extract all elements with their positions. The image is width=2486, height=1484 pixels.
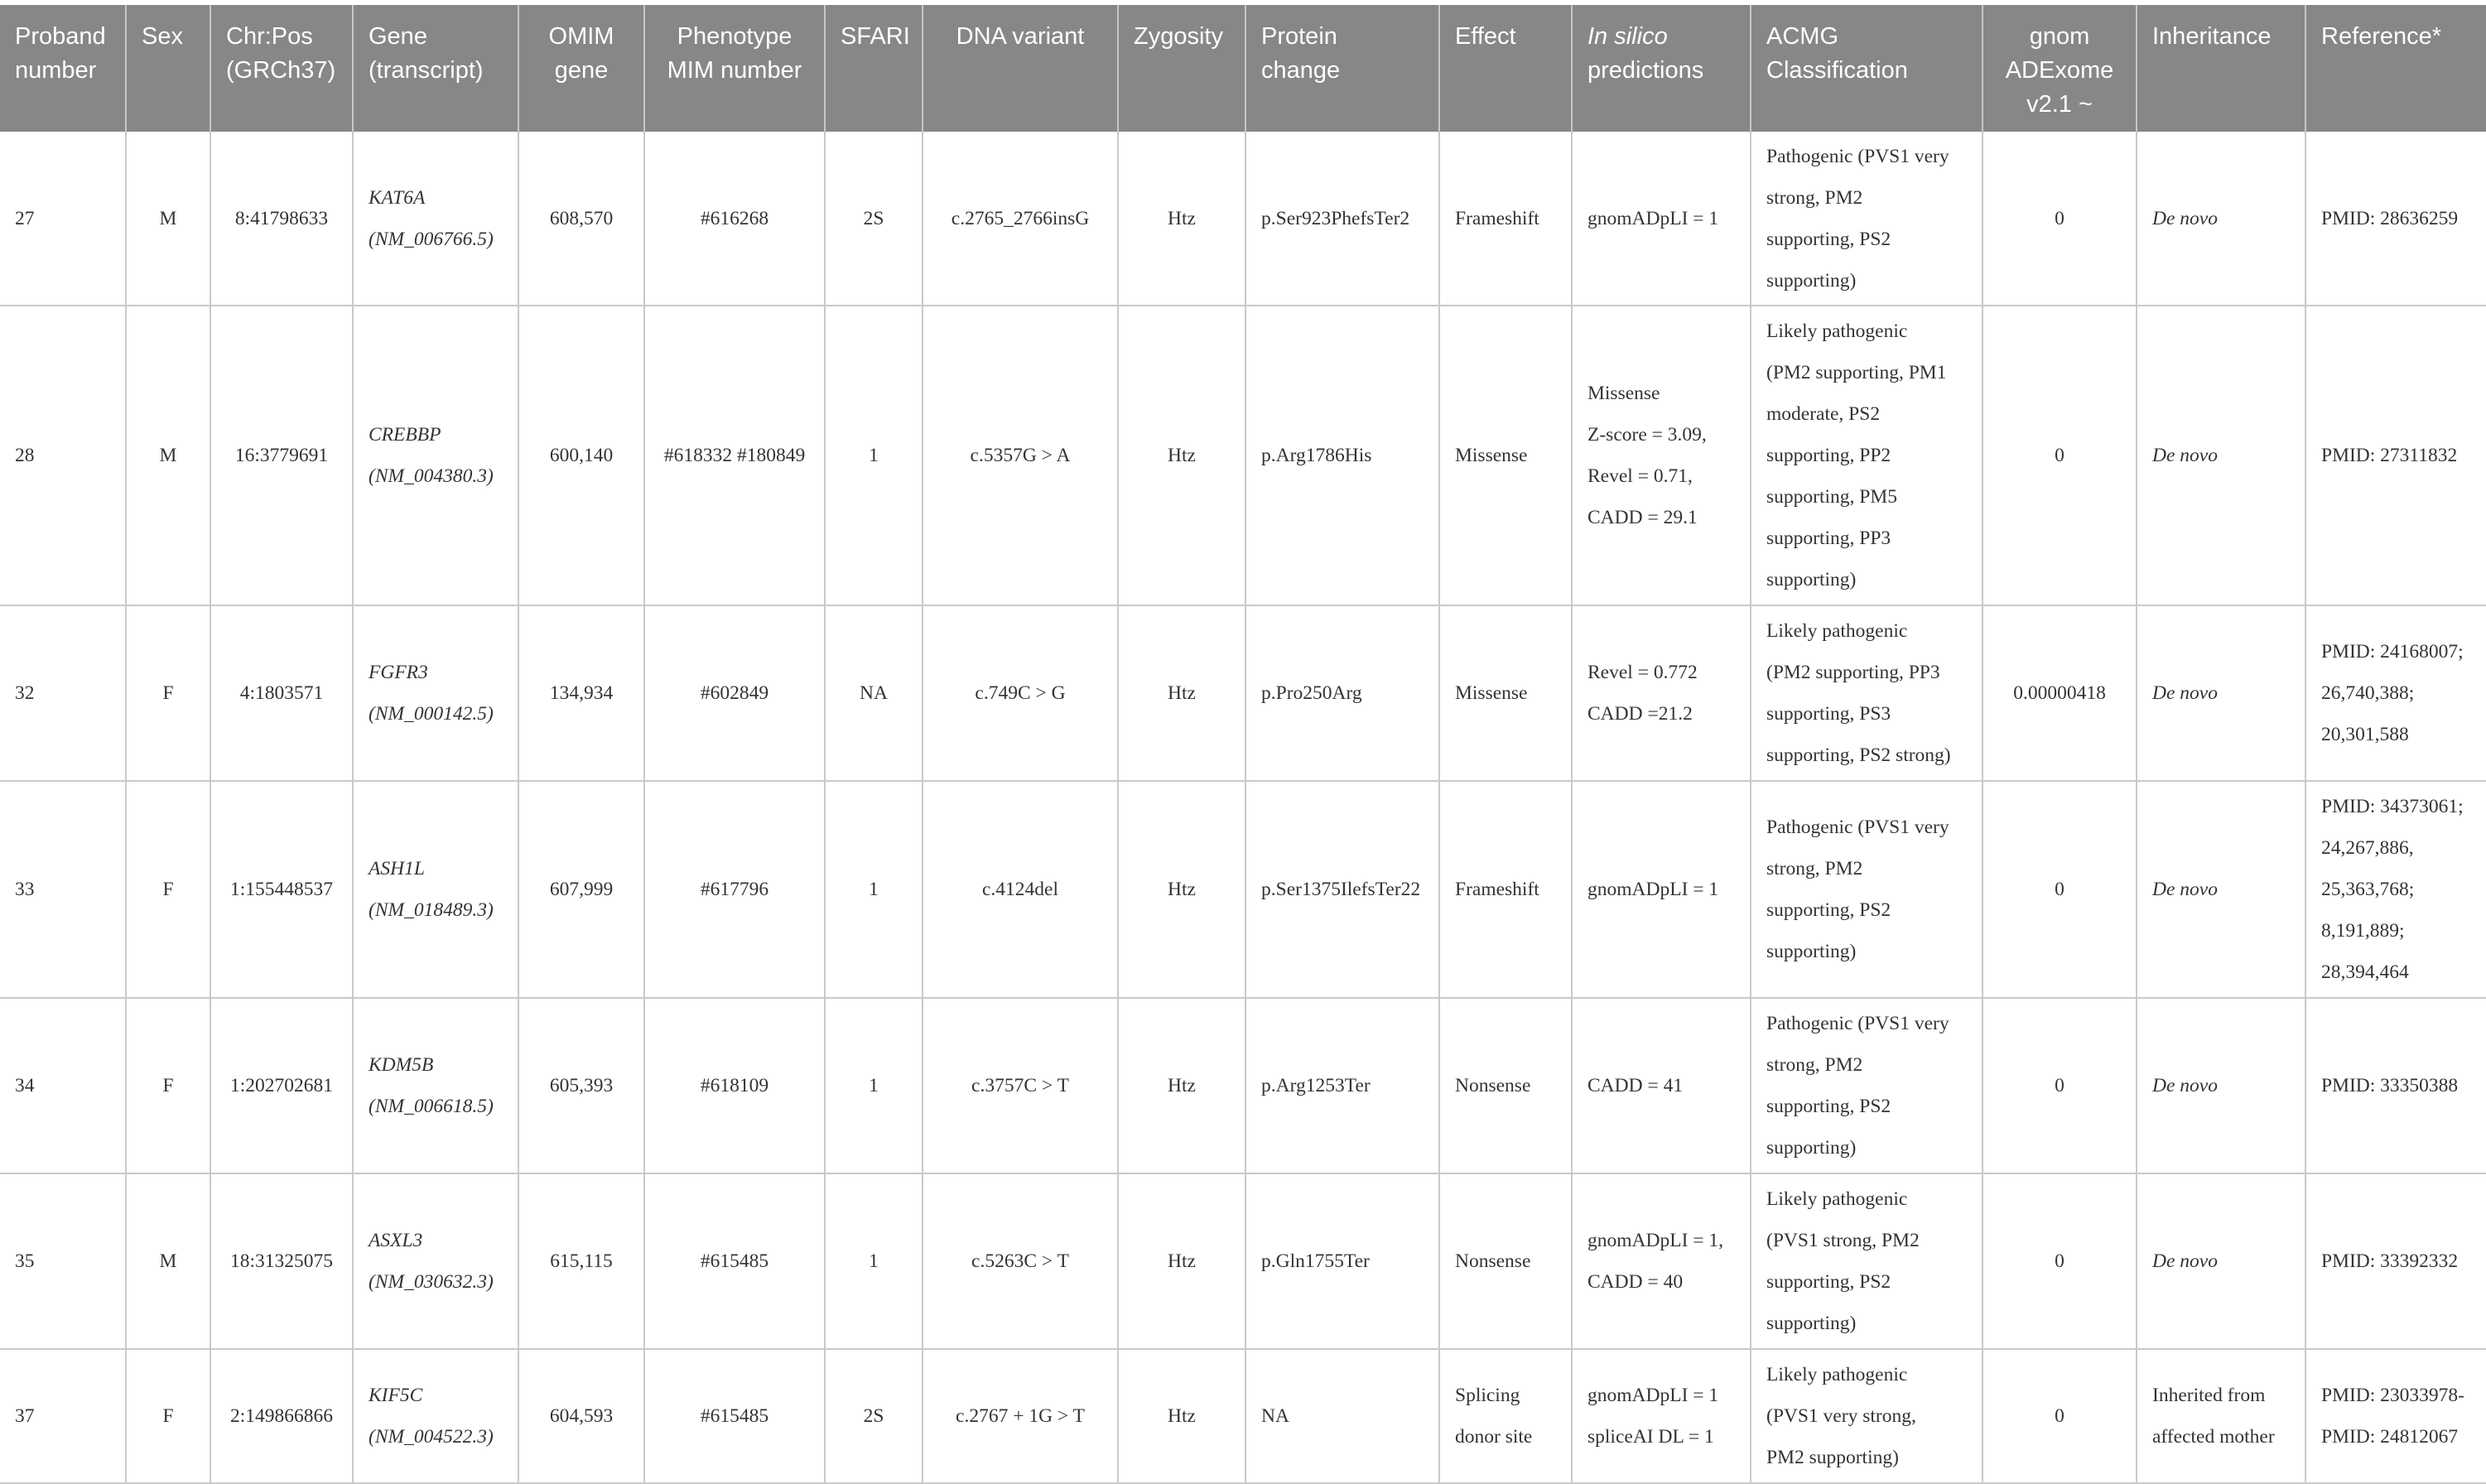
inheritance-cell-line: De novo [2152,1250,2218,1272]
header-reference: Reference* [2305,5,2486,132]
reference-cell [2305,781,2486,998]
reference-cell [2305,1173,2486,1349]
acmg-cell-line: strong, PM2 [1766,1054,1863,1076]
acmg-cell [1751,781,1983,998]
table-row [0,1173,2486,1349]
gene-transcript: (NM_004522.3) [369,1426,494,1448]
reference-cell-line: PMID: 23033978- [2321,1385,2464,1406]
proband-number-cell: 34 [0,998,126,1173]
omim-gene-cell: 608,570 [518,132,644,306]
zygosity-cell: Htz [1118,1173,1245,1349]
in-silico-cell-line: gnomADpLI = 1, [1587,1230,1724,1251]
header-zygosity: Zygosity [1118,5,1245,132]
proband-number-cell: 33 [0,781,126,998]
reference-cell [2305,605,2486,781]
sfari-cell: 1 [825,306,923,605]
gene-symbol: KDM5B [369,1054,434,1076]
gene-symbol: ASXL3 [369,1230,423,1251]
gene-cell [353,1173,518,1349]
reference-cell-line: 26,740,388; [2321,682,2415,704]
acmg-cell-line: supporting) [1766,1313,1857,1334]
gene-cell [353,306,518,605]
variants-table [0,5,2486,1484]
effect-cell-line: donor site [1455,1426,1533,1448]
omim-gene-cell: 134,934 [518,605,644,781]
omim-gene-cell: 600,140 [518,306,644,605]
acmg-cell-line: (PVS1 very strong, [1766,1405,1916,1427]
in-silico-cell [1572,132,1751,306]
header-sfari: SFARI [825,5,923,132]
acmg-cell-line: supporting) [1766,941,1857,962]
gene-transcript: (NM_006618.5) [369,1096,494,1117]
inheritance-cell [2137,306,2305,605]
acmg-cell-line: supporting, PS2 strong) [1766,744,1951,766]
in-silico-cell-line: CADD = 40 [1587,1271,1684,1293]
in-silico-cell-line: Missense [1587,383,1660,404]
in-silico-cell-line: CADD = 29.1 [1587,507,1698,528]
gnomad-cell: 0 [1983,998,2137,1173]
gene-symbol: KAT6A [369,186,426,209]
acmg-cell-line: PM2 supporting) [1766,1447,1899,1468]
sex-cell: F [126,998,210,1173]
acmg-cell-line: supporting, PS2 [1766,899,1891,921]
chr-pos-cell: 1:202702681 [210,998,353,1173]
effect-cell [1439,306,1572,605]
acmg-cell-line: Pathogenic (PVS1 very [1766,145,1949,167]
phenotype-mim-cell: #602849 [644,605,825,781]
header-gene: Gene (transcript) [353,5,518,132]
sex-cell: F [126,605,210,781]
zygosity-cell: Htz [1118,605,1245,781]
effect-cell [1439,781,1572,998]
zygosity-cell: Htz [1118,781,1245,998]
proband-number-cell: 28 [0,306,126,605]
in-silico-cell-line: Revel = 0.71, [1587,465,1693,487]
acmg-cell [1751,998,1983,1173]
effect-cell-line: Nonsense [1455,1075,1531,1096]
in-silico-cell-line: gnomADpLI = 1 [1587,1385,1719,1406]
in-silico-cell-line: spliceAI DL = 1 [1587,1426,1714,1448]
chr-pos-cell: 18:31325075 [210,1173,353,1349]
in-silico-cell [1572,1349,1751,1483]
in-silico-cell-line: Revel = 0.772 [1587,662,1698,683]
sex-cell: M [126,306,210,605]
inheritance-cell-line: De novo [2152,879,2218,900]
in-silico-cell-line: Z-score = 3.09, [1587,424,1707,446]
acmg-cell-line: Likely pathogenic [1766,1364,1908,1385]
acmg-cell-line: strong, PM2 [1766,186,1863,209]
sex-cell: F [126,781,210,998]
acmg-cell-line: Likely pathogenic [1766,1188,1908,1210]
dna-variant-cell: c.2767 + 1G > T [923,1349,1118,1483]
acmg-cell-line: supporting, PS2 [1766,1096,1891,1117]
header-phenotype-mim: Phenotype MIM number [644,5,825,132]
reference-cell-line: 28,394,464 [2321,961,2409,983]
inheritance-cell-line: De novo [2152,445,2218,466]
in-silico-cell [1572,1173,1751,1349]
chr-pos-cell: 16:3779691 [210,306,353,605]
reference-cell-line: 25,363,768; [2321,879,2415,900]
effect-cell-line: Frameshift [1455,207,1539,229]
effect-cell-line: Missense [1455,445,1528,466]
table-row [0,132,2486,306]
zygosity-cell: Htz [1118,306,1245,605]
in-silico-cell [1572,781,1751,998]
gene-symbol: CREBBP [369,424,441,446]
gene-symbol: ASH1L [369,858,425,879]
acmg-cell-line: supporting, PP2 [1766,445,1891,466]
acmg-cell [1751,1349,1983,1483]
sex-cell: M [126,132,210,306]
acmg-cell [1751,1173,1983,1349]
sex-cell: M [126,1173,210,1349]
header-proband-number: Proband number [0,5,126,132]
header-protein-change: Protein change [1245,5,1439,132]
sfari-cell: 1 [825,998,923,1173]
zygosity-cell: Htz [1118,132,1245,306]
in-silico-cell-line: gnomADpLI = 1 [1587,207,1719,229]
table-row [0,781,2486,998]
acmg-cell-line: supporting, PM5 [1766,486,1897,508]
reference-cell-line: PMID: 33350388 [2321,1075,2459,1096]
phenotype-mim-cell: #618109 [644,998,825,1173]
effect-cell [1439,998,1572,1173]
gene-transcript: (NM_000142.5) [369,703,494,725]
table-row [0,1349,2486,1483]
table-row [0,998,2486,1173]
gnomad-cell: 0.00000418 [1983,605,2137,781]
effect-cell [1439,1349,1572,1483]
header-acmg: ACMG Classification [1751,5,1983,132]
gene-symbol: FGFR3 [369,662,428,683]
sfari-cell: 2S [825,1349,923,1483]
phenotype-mim-cell: #618332 #180849 [644,306,825,605]
gnomad-cell: 0 [1983,132,2137,306]
reference-cell-line: PMID: 27311832 [2321,445,2458,466]
inheritance-cell [2137,1173,2305,1349]
proband-number-cell: 37 [0,1349,126,1483]
chr-pos-cell: 8:41798633 [210,132,353,306]
reference-cell [2305,306,2486,605]
reference-cell-line: 8,191,889; [2321,920,2405,942]
acmg-cell-line: supporting, PS3 [1766,703,1891,725]
sfari-cell: 2S [825,132,923,306]
acmg-cell-line: supporting, PS2 [1766,228,1891,250]
gnomad-cell: 0 [1983,1173,2137,1349]
acmg-cell-line: supporting) [1766,269,1857,292]
effect-cell [1439,605,1572,781]
acmg-cell-line: supporting) [1766,1137,1857,1159]
chr-pos-cell: 1:155448537 [210,781,353,998]
gnomad-cell: 0 [1983,781,2137,998]
inheritance-cell [2137,1349,2305,1483]
reference-cell-line: PMID: 28636259 [2321,207,2459,229]
dna-variant-cell: c.4124del [923,781,1118,998]
inheritance-cell-line: affected mother [2152,1426,2275,1448]
acmg-cell [1751,306,1983,605]
chr-pos-cell: 2:149866866 [210,1349,353,1483]
omim-gene-cell: 604,593 [518,1349,644,1483]
gene-transcript: (NM_004380.3) [369,465,494,487]
acmg-cell [1751,132,1983,306]
gene-transcript: (NM_018489.3) [369,899,494,921]
reference-cell [2305,132,2486,306]
acmg-cell-line: supporting) [1766,569,1857,590]
header-in-silico: In silico predictions [1572,5,1751,132]
gnomad-cell: 0 [1983,306,2137,605]
zygosity-cell: Htz [1118,1349,1245,1483]
gene-cell [353,132,518,306]
gene-transcript: (NM_006766.5) [369,228,494,250]
reference-cell-line: PMID: 24812067 [2321,1426,2459,1448]
inheritance-cell-line: De novo [2152,682,2218,704]
acmg-cell [1751,605,1983,781]
sfari-cell: 1 [825,1173,923,1349]
header-effect: Effect [1439,5,1572,132]
sex-cell: F [126,1349,210,1483]
dna-variant-cell: c.5357G > A [923,306,1118,605]
header-omim-gene: OMIM gene [518,5,644,132]
phenotype-mim-cell: #615485 [644,1173,825,1349]
table-row [0,306,2486,605]
effect-cell-line: Missense [1455,682,1528,704]
acmg-cell-line: Pathogenic (PVS1 very [1766,817,1949,838]
effect-cell-line: Nonsense [1455,1250,1531,1272]
header-sex: Sex [126,5,210,132]
reference-cell-line: 24,267,886, [2321,837,2414,859]
proband-number-cell: 27 [0,132,126,306]
reference-cell-line: PMID: 34373061; [2321,796,2464,817]
effect-cell-line: Splicing [1455,1385,1520,1406]
acmg-cell-line: (PVS1 strong, PM2 [1766,1230,1920,1251]
gene-symbol: KIF5C [369,1385,423,1406]
acmg-cell-line: Likely pathogenic [1766,320,1908,342]
reference-cell-line: 20,301,588 [2321,724,2409,745]
omim-gene-cell: 615,115 [518,1173,644,1349]
acmg-cell-line: (PM2 supporting, PP3 [1766,662,1940,683]
inheritance-cell [2137,998,2305,1173]
header-row [0,5,2486,132]
reference-cell-line: PMID: 24168007; [2321,641,2464,662]
acmg-cell-line: supporting, PS2 [1766,1271,1891,1293]
phenotype-mim-cell: #616268 [644,132,825,306]
gene-cell [353,781,518,998]
sfari-cell: 1 [825,781,923,998]
acmg-cell-line: Likely pathogenic [1766,620,1908,642]
effect-cell [1439,1173,1572,1349]
gene-transcript: (NM_030632.3) [369,1271,494,1293]
zygosity-cell: Htz [1118,998,1245,1173]
protein-change-cell: p.Gln1755Ter [1245,1173,1439,1349]
proband-number-cell: 35 [0,1173,126,1349]
acmg-cell-line: supporting, PP3 [1766,528,1891,549]
sfari-cell: NA [825,605,923,781]
inheritance-cell [2137,605,2305,781]
acmg-cell-line: (PM2 supporting, PM1 [1766,362,1947,383]
gnomad-cell: 0 [1983,1349,2137,1483]
protein-change-cell: p.Arg1786His [1245,306,1439,605]
header-inheritance: Inheritance [2137,5,2305,132]
reference-cell-line: PMID: 33392332 [2321,1250,2459,1272]
dna-variant-cell: c.749C > G [923,605,1118,781]
phenotype-mim-cell: #615485 [644,1349,825,1483]
inheritance-cell [2137,781,2305,998]
in-silico-cell-line: gnomADpLI = 1 [1587,879,1719,900]
in-silico-cell [1572,306,1751,605]
in-silico-cell [1572,998,1751,1173]
acmg-cell-line: moderate, PS2 [1766,403,1881,425]
inheritance-cell [2137,132,2305,306]
effect-cell [1439,132,1572,306]
protein-change-cell: p.Ser1375IlefsTer22 [1245,781,1439,998]
gene-cell [353,1349,518,1483]
in-silico-cell-line: CADD =21.2 [1587,703,1693,725]
protein-change-cell: p.Ser923PhefsTer2 [1245,132,1439,306]
protein-change-cell: p.Pro250Arg [1245,605,1439,781]
acmg-cell-line: strong, PM2 [1766,858,1863,879]
inheritance-cell-line: Inherited from [2152,1385,2266,1406]
reference-cell [2305,1349,2486,1483]
omim-gene-cell: 605,393 [518,998,644,1173]
protein-change-cell: NA [1245,1349,1439,1483]
gene-cell [353,605,518,781]
dna-variant-cell: c.5263C > T [923,1173,1118,1349]
in-silico-cell-line: CADD = 41 [1587,1075,1684,1096]
phenotype-mim-cell: #617796 [644,781,825,998]
inheritance-cell-line: De novo [2152,207,2218,229]
proband-number-cell: 32 [0,605,126,781]
chr-pos-cell: 4:1803571 [210,605,353,781]
acmg-cell-line: Pathogenic (PVS1 very [1766,1013,1949,1034]
reference-cell [2305,998,2486,1173]
effect-cell-line: Frameshift [1455,879,1539,900]
dna-variant-cell: c.3757C > T [923,998,1118,1173]
header-dna-variant: DNA variant [923,5,1118,132]
header-chr-pos: Chr:Pos (GRCh37) [210,5,353,132]
omim-gene-cell: 607,999 [518,781,644,998]
gene-cell [353,998,518,1173]
dna-variant-cell: c.2765_2766insG [923,132,1118,306]
inheritance-cell-line: De novo [2152,1075,2218,1096]
table-row [0,605,2486,781]
header-gnomad: gnom ADExome v2.1 ~ [1983,5,2137,132]
protein-change-cell: p.Arg1253Ter [1245,998,1439,1173]
in-silico-cell [1572,605,1751,781]
